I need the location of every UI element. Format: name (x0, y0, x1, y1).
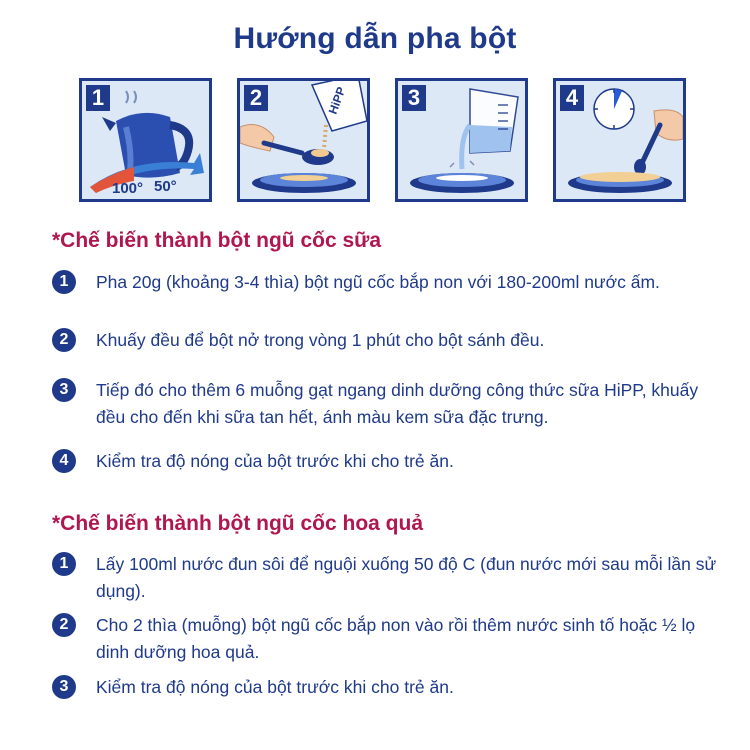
section-heading-fruit: *Chế biến thành bột ngũ cốc hoa quả (52, 512, 423, 535)
list-item (52, 327, 722, 354)
step-panel-4 (553, 78, 686, 202)
step-number-badge: 1 (52, 552, 76, 576)
temp-high-label: 100° (112, 180, 144, 197)
step-panel-3 (395, 78, 528, 202)
step-number: 2 (244, 85, 268, 111)
list-item (52, 551, 722, 605)
step-number-badge: 3 (52, 675, 76, 699)
list-item-text: Lấy 100ml nước đun sôi để nguội xuống 50 độ C (đun nước mới sau mỗi lần sử dụng). (96, 554, 717, 601)
step-number-badge: 4 (52, 449, 76, 473)
step-number-badge: 2 (52, 328, 76, 352)
list-item (52, 612, 722, 666)
list-item (52, 269, 722, 296)
list-item (52, 377, 722, 431)
list-item-text: Kiểm tra độ nóng của bột trước khi cho trẻ ăn. (96, 451, 454, 471)
step-number-badge: 2 (52, 613, 76, 637)
list-item-text: Kiểm tra độ nóng của bột trước khi cho trẻ ăn. (96, 677, 454, 697)
page-title: Hướng dẫn pha bột (233, 22, 517, 55)
step-illustrations (79, 78, 686, 202)
step-panel-2 (237, 78, 370, 202)
step-panel-1 (79, 78, 212, 202)
step-number-badge: 3 (52, 378, 76, 402)
list-item (52, 448, 722, 475)
list-item (52, 674, 722, 701)
step-number: 3 (402, 85, 426, 111)
list-item-text: Khuấy đều để bột nở trong vòng 1 phút cho bột sánh đều. (96, 330, 545, 350)
section-heading-milk: *Chế biến thành bột ngũ cốc sữa (52, 229, 382, 252)
step-number: 1 (86, 85, 110, 111)
step-number-badge: 1 (52, 270, 76, 294)
step-number: 4 (560, 85, 584, 111)
list-item-text: Pha 20g (khoảng 3-4 thìa) bột ngũ cốc bắp non với 180-200ml nước ấm. (96, 272, 660, 292)
list-item-text: Tiếp đó cho thêm 6 muỗng gạt ngang dinh dưỡng công thức sữa HiPP, khuấy đều cho đến khi sữa tan hết, ánh màu kem sữa đặc trưng. (96, 380, 699, 427)
temp-low-label: 50° (154, 178, 177, 195)
brand-label: HiPP (325, 84, 349, 117)
list-item-text: Cho 2 thìa (muỗng) bột ngũ cốc bắp non vào rồi thêm nước sinh tố hoặc ½ lọ dinh dưỡng hoa quả. (96, 615, 696, 662)
